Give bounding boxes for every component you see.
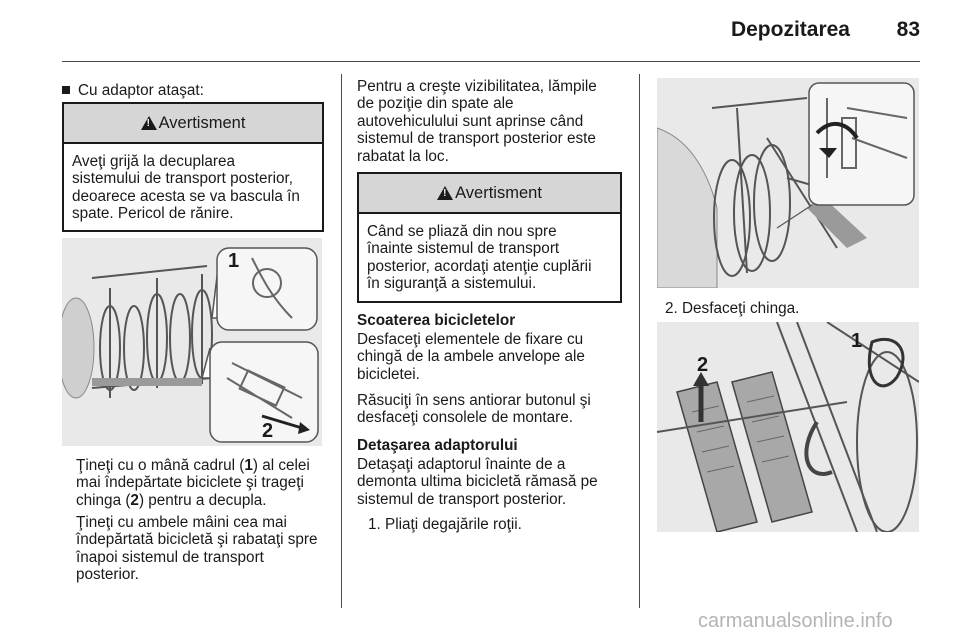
subheading-detach-adapter: Detaşarea adaptorului (357, 437, 518, 454)
bike-carrier-illustration-1 (62, 238, 322, 446)
column-divider-2 (639, 74, 640, 608)
figure-label-2: 2 (262, 420, 274, 442)
warning-box-2 (357, 172, 622, 303)
warning-triangle-icon (141, 116, 157, 130)
section-title: Depozitarea (730, 18, 850, 41)
visibility-paragraph: Pentru a creşte vizibilitatea, lămpile de poziţie din spate ale autovehiculului sunt aprinse când sistemul de transport posterior este rabatat la loc. (357, 78, 597, 165)
remove-bikes-paragraph: Desfaceţi elementele de fixare cu chingă de la ambele anvelope ale bicicletei. (357, 331, 585, 383)
warning-box-1 (62, 102, 324, 232)
page-number: 83 (896, 18, 920, 41)
bike-carrier-figure-2 (657, 78, 919, 288)
warning-header: ! Avertisment (64, 104, 322, 144)
figure-label-2: 2 (697, 354, 709, 376)
wheel-holder-figure (657, 322, 919, 532)
subheading-remove-bikes: Scoaterea bicicletelor (357, 312, 516, 329)
column-divider-1 (341, 74, 342, 608)
header-divider (62, 61, 920, 62)
knob-paragraph: Răsuciţi în sens antiorar butonul şi desfaceţi consolele de montare. (357, 392, 591, 427)
bullet-item: Cu adaptor ataşat: (62, 82, 204, 99)
warning-triangle-icon (437, 186, 453, 200)
instruction-paragraph-1: Ţineţi cu o mână cadrul (1) al celei mai îndepărtate biciclete şi trageţi chinga (2) pentru a decupla. (76, 457, 310, 509)
bike-carrier-illustration-2 (657, 78, 919, 288)
bullet-square-icon (62, 86, 70, 94)
instruction-paragraph-2: Ţineţi cu ambele mâini cea mai îndepărtată bicicletă şi rabataţi spre înapoi sistemul de transport posterior. (76, 514, 318, 584)
bike-carrier-figure-1 (62, 238, 322, 446)
detach-adapter-paragraph: Detaşaţi adaptorul înainte de a demonta ultima bicicletă rămasă pe sistemul de transport posterior. (357, 456, 598, 508)
warning-text: Aveţi grijă la decuplarea sistemului de transport posterior, deoarece acesta se va bascula în spate. Pericol de rănire. (72, 153, 300, 223)
step-1: 1. Pliaţi degajările roţii. (368, 516, 522, 533)
step-2: 2. Desfaceţi chinga. (665, 300, 800, 317)
warning-header: ! Avertisment (359, 174, 620, 214)
watermark: carmanualsonline.info (698, 610, 893, 632)
warning-text: Când se pliază din nou spre înainte sistemul de transport posterior, acordaţi atenţie cuplării în siguranţă a sistemului. (367, 223, 592, 293)
figure-label-1: 1 (851, 330, 863, 352)
figure-label-1: 1 (228, 250, 240, 272)
